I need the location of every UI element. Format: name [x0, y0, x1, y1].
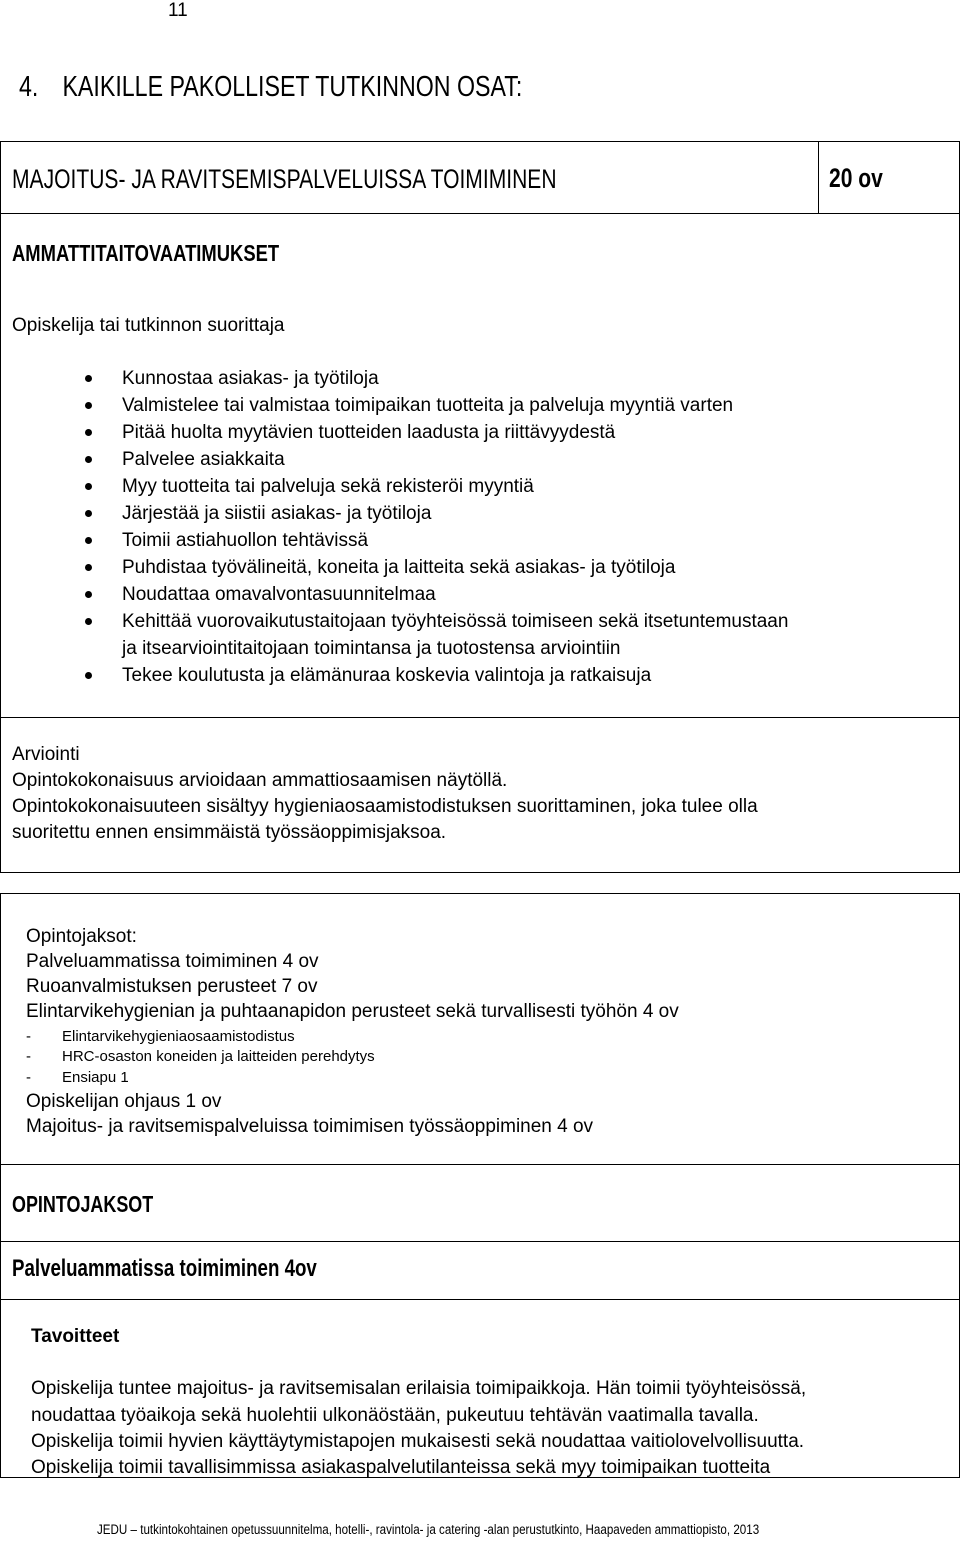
- bullet-icon: [85, 537, 92, 544]
- bullet-icon: [85, 564, 92, 571]
- bullet-icon: [85, 402, 92, 409]
- section-number: 4.: [19, 71, 39, 103]
- study-units-heading: Opintojaksot:: [26, 926, 137, 947]
- page-number: 11: [168, 0, 188, 21]
- unit-title: Palveluammatissa toimiminen 4ov: [12, 1255, 317, 1282]
- bullet-icon: [85, 375, 92, 382]
- list-item: Järjestää ja siistii asiakas- ja työtiloja: [85, 500, 788, 527]
- list-item: Valmistelee tai valmistaa toimipaikan tuotteita ja palveluja myyntiä varten: [85, 392, 788, 419]
- opintojaksot-heading: OPINTOJAKSOT: [12, 1191, 154, 1217]
- bullet-icon: [85, 456, 92, 463]
- list-item: Palvelee asiakkaita: [85, 446, 788, 473]
- bullet-icon: [85, 429, 92, 436]
- list-item: Puhdistaa työvälineitä, koneita ja laitteita sekä asiakas- ja työtiloja: [85, 554, 788, 581]
- assessment-line-2: Opintokokonaisuuteen sisältyy hygieniaosaamistodistuksen suorittaminen, joka tulee olla: [12, 796, 758, 817]
- study-subitem: - Ensiapu 1: [26, 1069, 129, 1086]
- section-heading: [19, 71, 522, 104]
- study-unit: Palveluammatissa toimiminen 4 ov: [26, 951, 319, 972]
- study-subitem: - HRC-osaston koneiden ja laitteiden perehdytys: [26, 1048, 375, 1065]
- module-divider: [818, 141, 819, 214]
- list-item: Myy tuotteita tai palveluja sekä rekisteröi myyntiä: [85, 473, 788, 500]
- bullet-icon: [85, 510, 92, 517]
- dash: -: [26, 1028, 31, 1045]
- requirements-intro: Opiskelija tai tutkinnon suorittaja: [12, 315, 285, 336]
- goals-line: Opiskelija toimii hyvien käyttäytymistapojen mukaisesti sekä noudattaa vaitiolovelvollisuutta.: [31, 1431, 805, 1452]
- list-item: Toimii astiahuollon tehtävissä: [85, 527, 788, 554]
- bullet-icon: [85, 483, 92, 490]
- list-item-continuation: ja itsearviointitaitojaan toimintansa ja tuotostensa arviointiin: [122, 638, 621, 659]
- list-item: Kunnostaa asiakas- ja työtiloja: [85, 365, 788, 392]
- goals-line: Opiskelija tuntee majoitus- ja ravitsemisalan erilaisia toimipaikkoja. Hän toimii työyhteisössä,: [31, 1378, 807, 1399]
- list-item: Noudattaa omavalvontasuunnitelmaa: [85, 581, 788, 608]
- assessment-line-3: suoritettu ennen ensimmäistä työssäoppimisjaksoa.: [12, 822, 447, 843]
- page-footer: JEDU – tutkintokohtainen opetussuunnitelma, hotelli-, ravintola- ja catering -alan perustutkinto, Haapaveden ammattiopisto, 2013: [97, 1522, 760, 1537]
- goals-heading: Tavoitteet: [31, 1326, 120, 1347]
- bullet-icon: [85, 618, 92, 625]
- module-title: MAJOITUS- JA RAVITSEMISPALVELUISSA TOIMIMINEN: [12, 164, 557, 194]
- assessment-heading: Arviointi: [12, 744, 80, 765]
- dash: -: [26, 1048, 31, 1065]
- requirements-heading: AMMATTITAITOVAATIMUKSET: [12, 240, 280, 266]
- study-subitem: - Elintarvikehygieniaosaamistodistus: [26, 1028, 295, 1045]
- study-unit: Opiskelijan ohjaus 1 ov: [26, 1091, 222, 1112]
- dash: -: [26, 1069, 31, 1086]
- list-item: Pitää huolta myytävien tuotteiden laadusta ja riittävyydestä: [85, 419, 788, 446]
- list-item: Tekee koulutusta ja elämänuraa koskevia valintoja ja ratkaisuja: [85, 662, 788, 689]
- bullet-icon: [85, 672, 92, 679]
- requirements-list: [85, 365, 788, 689]
- section-title: KAIKILLE PAKOLLISET TUTKINNON OSAT:: [62, 71, 523, 103]
- assessment-line-1: Opintokokonaisuus arvioidaan ammattiosaamisen näytöllä.: [12, 770, 508, 791]
- goals-line: noudattaa työaikoja sekä huolehtii ulkonäöstään, pukeutuu tehtävän vaatimalla tavalla.: [31, 1405, 759, 1426]
- bullet-icon: [85, 591, 92, 598]
- study-unit: Elintarvikehygienian ja puhtaanapidon perusteet sekä turvallisesti työhön 4 ov: [26, 1001, 679, 1022]
- module-credits: 20 ov: [829, 163, 883, 193]
- study-unit: Majoitus- ja ravitsemispalveluissa toimimisen työssäoppiminen 4 ov: [26, 1116, 594, 1137]
- study-unit: Ruoanvalmistuksen perusteet 7 ov: [26, 976, 318, 997]
- list-item: Kehittää vuorovaikutustaitojaan työyhteisössä toimiseen sekä itsetuntemustaan ja itsearviointitaitojaan toimintansa ja tuotostensa arviointiin: [85, 608, 788, 662]
- goals-line: Opiskelija toimii tavallisimmissa asiakaspalvelutilanteissa sekä myy toimipaikan tuotteita: [31, 1457, 771, 1478]
